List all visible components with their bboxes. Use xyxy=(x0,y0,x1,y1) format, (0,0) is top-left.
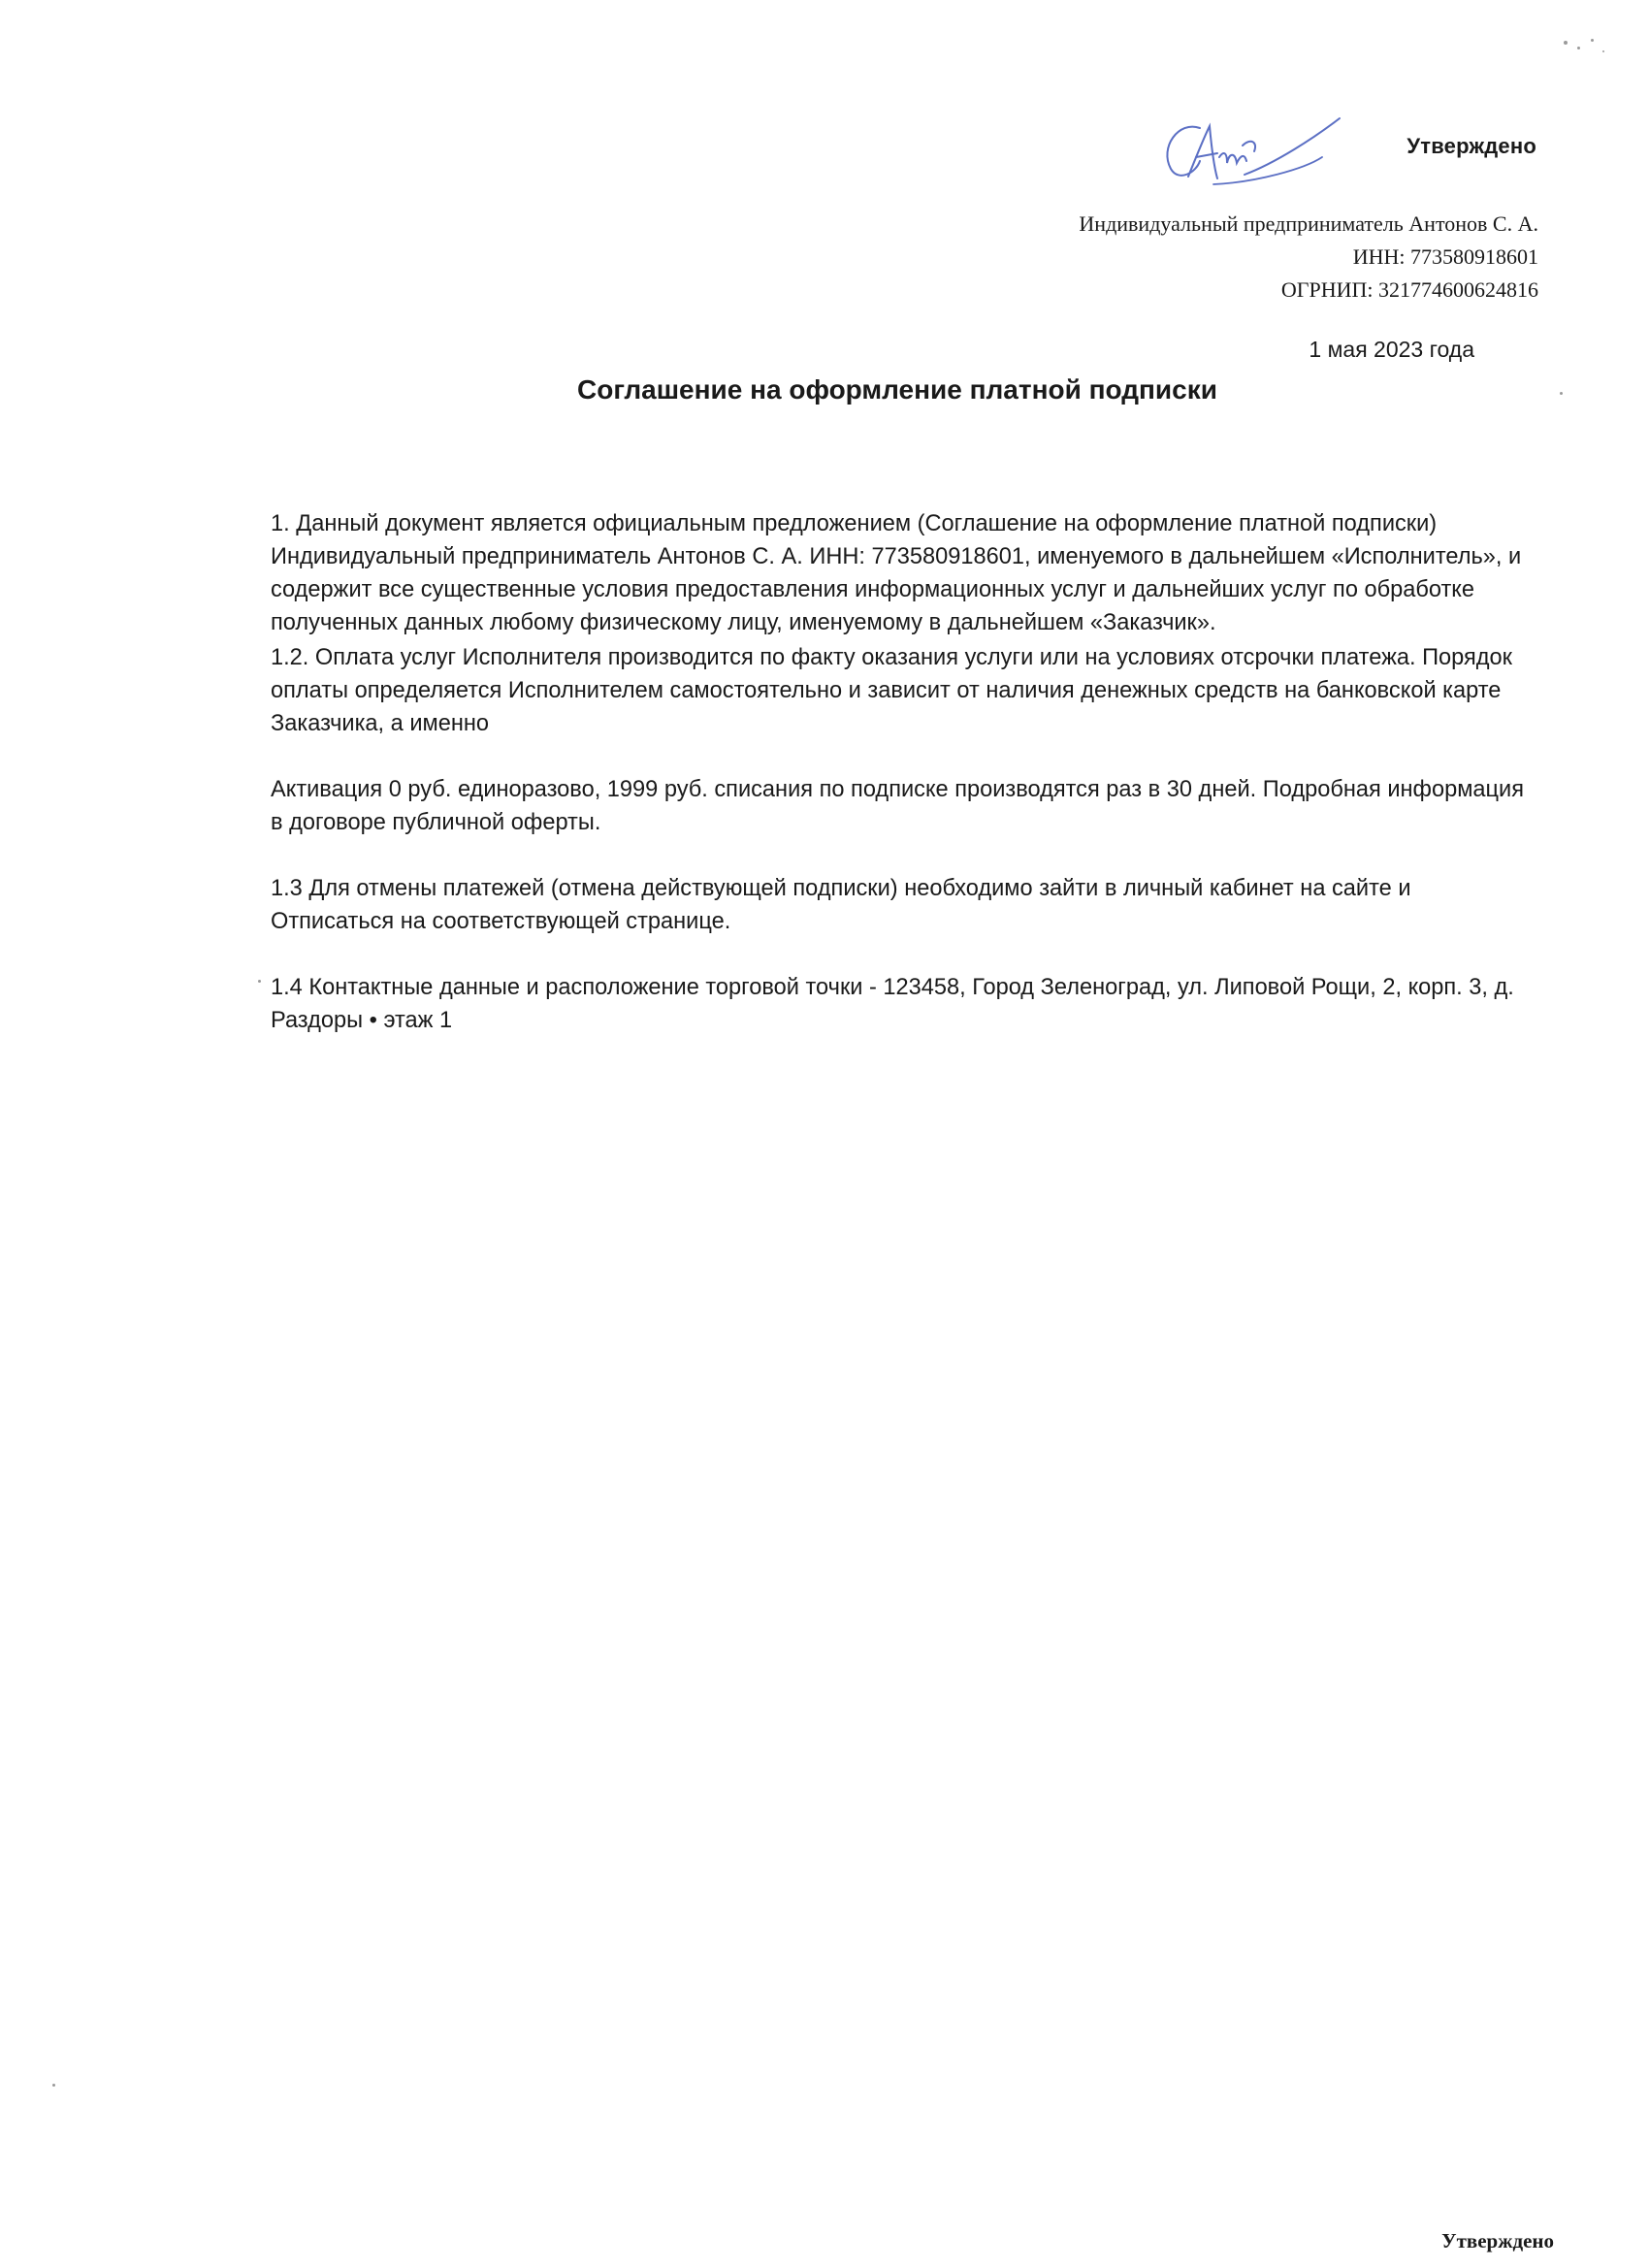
paragraph-1-4: 1.4 Контактные данные и расположение торговой точки - 123458, Город Зеленоград, ул. Липовой Рощи, 2, корп. 3, д. Раздоры • этаж 1 xyxy=(271,975,1514,1033)
scan-speck xyxy=(52,2084,55,2087)
issuer-name: Индивидуальный предприниматель Антонов С. А. xyxy=(1079,211,1538,236)
issuer-inn: ИНН: 773580918601 xyxy=(1352,244,1538,269)
paragraph-gap xyxy=(271,839,1532,872)
paragraph-1-3: 1.3 Для отмены платежей (отмена действующей подписки) необходимо зайти в личный кабинет на сайте и Отписаться на соответствующей странице. xyxy=(271,876,1411,934)
paragraph-1: 1. Данный документ является официальным предложением (Соглашение на оформление платной подписки) Индивидуальный предприниматель Антонов С. А. ИНН: 773580918601, именуемого в дальнейшем «Исполнитель», и содержит все существенные условия предоставления информационных услуг и дальнейших услуг по обработке полученных данных любому физическому лицу, именуемому в дальнейшем «Заказчик». xyxy=(271,511,1522,635)
paragraph-gap xyxy=(271,740,1532,773)
document-title: Соглашение на оформление платной подписки xyxy=(577,374,1217,405)
scan-speck xyxy=(1602,50,1604,52)
scan-speck xyxy=(1577,47,1580,49)
document-title-wrap xyxy=(0,374,1649,405)
issuer-block xyxy=(1079,208,1538,307)
paragraph-1-2: 1.2. Оплата услуг Исполнителя производится по факту оказания услуги или на условиях отсрочки платежа. Порядок оплаты определяется Исполнителем самостоятельно и зависит от наличия денежных средств на банковской карте Заказчика, а именно xyxy=(271,645,1513,736)
signature-image xyxy=(1149,109,1353,206)
issuer-ogrnip: ОГРНИП: 321774600624816 xyxy=(1280,277,1538,302)
scan-speck xyxy=(258,980,261,983)
scan-speck xyxy=(1560,392,1563,395)
scan-speck xyxy=(1591,39,1594,42)
document-date: 1 мая 2023 года xyxy=(1309,337,1474,362)
approved-label: Утверждено xyxy=(1406,134,1536,158)
scan-speck xyxy=(1564,41,1568,45)
document-body xyxy=(271,507,1532,1037)
paragraph-activation: Активация 0 руб. единоразово, 1999 руб. списания по подписке производятся раз в 30 дней. Подробная информация в договоре публичной оферты. xyxy=(271,777,1524,835)
approved-label-footer: Утверждено xyxy=(1441,2229,1554,2252)
paragraph-gap xyxy=(271,938,1532,971)
